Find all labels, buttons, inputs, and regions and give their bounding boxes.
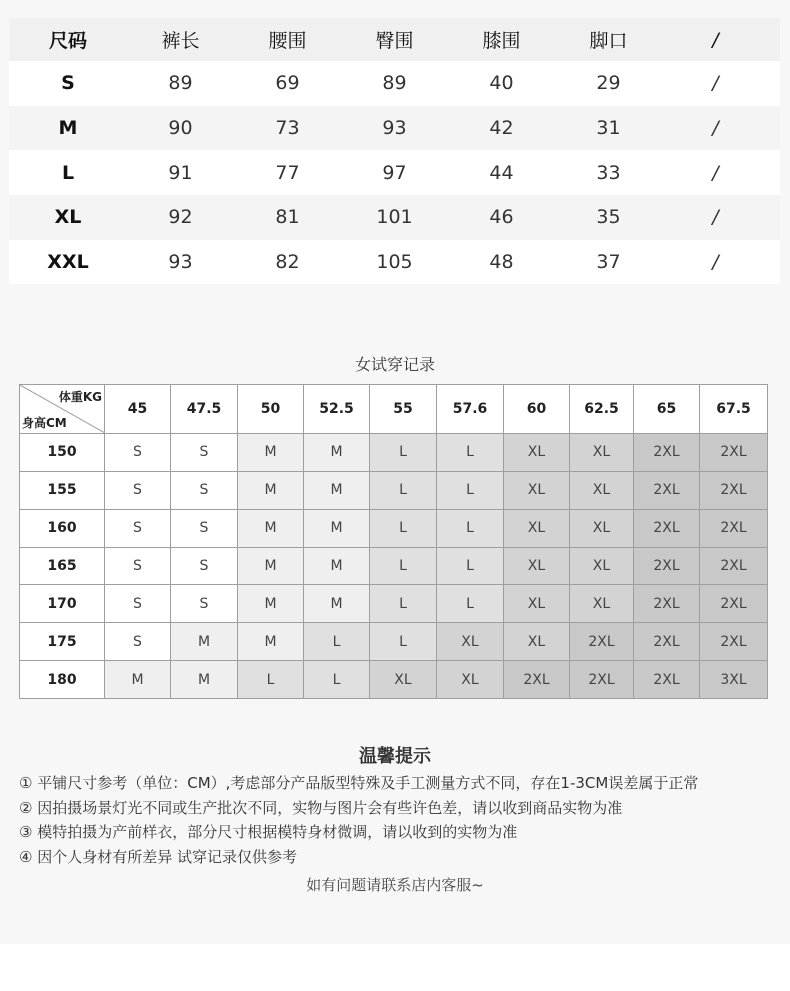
fitting-size-cell: L — [304, 623, 370, 661]
size-chart-header-cell: 尺码 — [48, 30, 87, 52]
fitting-size-cell: M — [238, 547, 304, 585]
fitting-size-cell: S — [171, 585, 238, 623]
weight-header-cell: 45 — [105, 385, 171, 434]
size-value-cell: 29 — [596, 72, 621, 95]
tip-item: ④ 因个人身材有所差异 试穿记录仅供参考 — [19, 847, 297, 866]
fitting-size-cell: L — [437, 585, 504, 623]
fitting-row — [20, 585, 768, 623]
size-chart-header-cell: 腰围 — [268, 30, 307, 52]
size-chart-header-cell: 脚口 — [589, 30, 628, 52]
size-label-cell: L — [61, 161, 75, 184]
tip-item: ③ 模特拍摄为产前样衣，部分尺寸根据模特身材微调，请以收到的实物为准 — [19, 823, 518, 841]
fitting-size-cell: M — [304, 547, 370, 585]
fitting-size-cell: XL — [504, 623, 570, 661]
size-value-cell: / — [712, 72, 719, 95]
fitting-size-cell: 2XL — [634, 585, 700, 623]
tip-item: ② 因拍摄场景灯光不同或生产批次不同，实物与图片会有些许色差，请以收到商品实物为准 — [19, 798, 623, 817]
size-value-cell: 40 — [489, 72, 514, 95]
fitting-record-table — [19, 384, 768, 699]
size-value-cell: 90 — [168, 117, 193, 140]
weight-header-cell: 62.5 — [570, 385, 634, 434]
size-value-cell: 77 — [275, 161, 300, 184]
size-value-cell: 97 — [382, 161, 407, 184]
fitting-size-cell: L — [437, 434, 504, 472]
height-header-cell: 170 — [20, 585, 105, 623]
size-label-cell: XXL — [47, 251, 89, 274]
fitting-size-cell: M — [304, 471, 370, 509]
size-value-cell: 44 — [489, 161, 514, 184]
height-header-cell: 165 — [20, 547, 105, 585]
weight-header-cell: 55 — [370, 385, 437, 434]
fitting-size-cell: L — [370, 623, 437, 661]
fitting-size-cell: S — [171, 547, 238, 585]
fitting-size-cell: L — [370, 585, 437, 623]
fitting-size-cell: M — [304, 585, 370, 623]
size-value-cell: 81 — [275, 206, 300, 229]
height-header-cell: 150 — [20, 434, 105, 472]
weight-header-cell: 50 — [238, 385, 304, 434]
fitting-size-cell: XL — [570, 509, 634, 547]
fitting-size-cell: 2XL — [700, 547, 768, 585]
size-value-cell: 91 — [168, 161, 193, 184]
height-header-cell: 160 — [20, 509, 105, 547]
fitting-size-cell: M — [238, 471, 304, 509]
fitting-size-cell: M — [304, 434, 370, 472]
size-chart-row — [9, 240, 780, 285]
size-chart-header-cell: 裤长 — [161, 30, 200, 52]
fitting-size-cell: L — [370, 547, 437, 585]
tip-item: ① 平铺尺寸参考（单位：CM）,考虑部分产品版型特殊及手工测量方式不同，存在1-3CM误差属于正常 — [19, 774, 699, 792]
fitting-size-cell: 2XL — [700, 471, 768, 509]
size-value-cell: 73 — [275, 117, 300, 140]
size-value-cell: 92 — [168, 206, 193, 229]
size-value-cell: 89 — [382, 72, 407, 95]
fitting-size-cell: XL — [570, 471, 634, 509]
size-chart-row — [9, 61, 780, 106]
size-chart-header-cell: 臀围 — [375, 30, 414, 52]
size-value-cell: 37 — [596, 251, 621, 274]
size-chart-table — [9, 18, 780, 284]
fitting-size-cell: L — [437, 547, 504, 585]
weight-header-cell: 65 — [634, 385, 700, 434]
size-value-cell: 69 — [275, 72, 300, 95]
fitting-size-cell: 2XL — [700, 509, 768, 547]
fitting-size-cell: M — [171, 623, 238, 661]
tips-title: 温馨提示 — [359, 746, 431, 767]
fitting-size-cell: L — [370, 434, 437, 472]
weight-header-cell: 57.6 — [437, 385, 504, 434]
fitting-row — [20, 661, 768, 699]
fitting-size-cell: 3XL — [700, 661, 768, 699]
size-label-cell: XL — [54, 206, 82, 229]
fitting-size-cell: XL — [504, 434, 570, 472]
weight-header-cell: 67.5 — [700, 385, 768, 434]
fitting-size-cell: S — [105, 623, 171, 661]
weight-axis-label: 体重KG — [58, 390, 102, 404]
weight-header-cell: 52.5 — [304, 385, 370, 434]
fitting-size-cell: 2XL — [570, 661, 634, 699]
fitting-row — [20, 434, 768, 472]
size-value-cell: 35 — [596, 206, 621, 229]
size-label-cell: S — [61, 72, 75, 95]
size-chart-row — [9, 195, 780, 240]
fitting-size-cell: L — [304, 661, 370, 699]
fitting-size-cell: XL — [570, 585, 634, 623]
size-value-cell: 93 — [168, 251, 193, 274]
fitting-size-cell: XL — [437, 623, 504, 661]
fitting-header-row — [20, 385, 768, 434]
fitting-size-cell: 2XL — [504, 661, 570, 699]
size-value-cell: 33 — [596, 161, 621, 184]
fitting-size-cell: S — [105, 434, 171, 472]
fitting-size-cell: XL — [504, 471, 570, 509]
size-value-cell: / — [712, 161, 719, 184]
fitting-size-cell: S — [105, 585, 171, 623]
size-value-cell: 82 — [275, 251, 300, 274]
fitting-size-cell: M — [171, 661, 238, 699]
size-value-cell: 89 — [168, 72, 193, 95]
fitting-size-cell: 2XL — [634, 623, 700, 661]
size-value-cell: 46 — [489, 206, 514, 229]
fitting-size-cell: XL — [504, 547, 570, 585]
size-chart-header-cell: / — [712, 28, 719, 51]
fitting-corner-cell — [20, 385, 105, 434]
weight-header-cell: 60 — [504, 385, 570, 434]
fitting-size-cell: L — [437, 509, 504, 547]
fitting-size-cell: M — [238, 623, 304, 661]
size-chart-row — [9, 106, 780, 151]
size-value-cell: 101 — [376, 206, 413, 229]
fitting-size-cell: XL — [504, 509, 570, 547]
fitting-size-cell: 2XL — [700, 623, 768, 661]
height-axis-label: 身高CM — [22, 416, 67, 430]
fitting-size-cell: 2XL — [700, 585, 768, 623]
size-chart-header-cell: 膝围 — [482, 30, 521, 52]
fitting-size-cell: 2XL — [634, 509, 700, 547]
fitting-row — [20, 509, 768, 547]
fitting-size-cell: 2XL — [634, 661, 700, 699]
fitting-row — [20, 471, 768, 509]
fitting-size-cell: L — [370, 471, 437, 509]
size-value-cell: / — [712, 251, 719, 274]
contact-note: 如有问题请联系店内客服~ — [306, 876, 484, 894]
fitting-size-cell: XL — [570, 547, 634, 585]
height-header-cell: 155 — [20, 471, 105, 509]
fitting-size-cell: 2XL — [634, 547, 700, 585]
size-value-cell: 42 — [489, 117, 514, 140]
fitting-size-cell: M — [304, 509, 370, 547]
height-header-cell: 175 — [20, 623, 105, 661]
fitting-size-cell: L — [238, 661, 304, 699]
fitting-size-cell: S — [171, 509, 238, 547]
fitting-size-cell: XL — [370, 661, 437, 699]
size-value-cell: / — [712, 206, 719, 229]
weight-header-cell: 47.5 — [171, 385, 238, 434]
fitting-size-cell: L — [437, 471, 504, 509]
size-chart-row — [9, 150, 780, 195]
fitting-record-table-wrap — [19, 384, 767, 699]
size-value-cell: / — [712, 117, 719, 140]
fitting-size-cell: S — [171, 471, 238, 509]
fitting-size-cell: S — [105, 547, 171, 585]
tips-list — [19, 771, 789, 869]
fitting-row — [20, 547, 768, 585]
fitting-size-cell: S — [105, 471, 171, 509]
fitting-size-cell: 2XL — [570, 623, 634, 661]
size-chart-header-row — [9, 18, 780, 61]
fitting-size-cell: 2XL — [700, 434, 768, 472]
fitting-size-cell: XL — [504, 585, 570, 623]
fitting-size-cell: M — [238, 585, 304, 623]
fitting-row — [20, 623, 768, 661]
fitting-size-cell: XL — [437, 661, 504, 699]
size-value-cell: 48 — [489, 251, 514, 274]
size-label-cell: M — [58, 117, 78, 140]
fitting-size-cell: S — [171, 434, 238, 472]
size-value-cell: 105 — [376, 251, 413, 274]
fitting-size-cell: 2XL — [634, 471, 700, 509]
fitting-size-cell: XL — [570, 434, 634, 472]
fitting-size-cell: M — [238, 509, 304, 547]
fitting-size-cell: L — [370, 509, 437, 547]
size-value-cell: 93 — [382, 117, 407, 140]
height-header-cell: 180 — [20, 661, 105, 699]
fitting-size-cell: S — [105, 509, 171, 547]
fitting-size-cell: M — [238, 434, 304, 472]
fitting-size-cell: 2XL — [634, 434, 700, 472]
fitting-record-title: 女试穿记录 — [354, 355, 435, 374]
fitting-size-cell: M — [105, 661, 171, 699]
size-value-cell: 31 — [596, 117, 621, 140]
